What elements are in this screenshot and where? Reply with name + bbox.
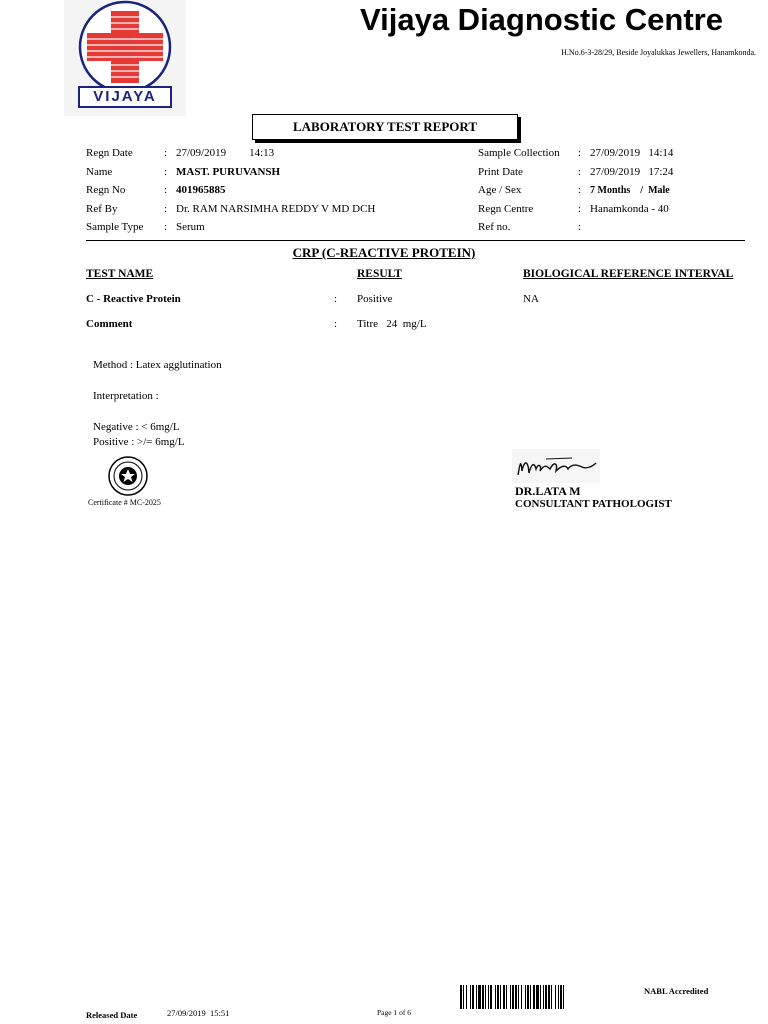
ref-no (590, 218, 673, 237)
info-row-sample-type (86, 218, 375, 237)
divider (86, 240, 745, 241)
info-separator: : (578, 165, 582, 178)
regn-no: 401965885 (176, 184, 226, 197)
info-row-age-sex (478, 181, 673, 200)
info-row-regn-no (86, 181, 375, 200)
info-separator: : (164, 184, 168, 197)
released-date-label: Released Date (86, 1010, 138, 1020)
sample-collection: 27/09/2019 14:14 (590, 147, 674, 160)
comment-label: Comment (86, 318, 133, 330)
info-separator: : (578, 221, 582, 234)
info-label: Sample Type (86, 221, 144, 234)
info-label: Ref By (86, 202, 118, 215)
info-label: Name (86, 165, 113, 178)
age: 7 Months (590, 184, 631, 196)
info-row-print-date (478, 163, 673, 182)
result-crp: Positive (357, 293, 393, 305)
result-separator: : (334, 318, 338, 330)
patient-info-right (478, 144, 673, 237)
barcode-bar (564, 985, 566, 1009)
info-label: Ref no. (478, 221, 511, 234)
section-title (0, 245, 768, 261)
header-test-name: TEST NAME (86, 268, 154, 280)
released-date-value: 27/09/2019 15:51 (167, 1008, 230, 1018)
certificate-seal-icon (107, 455, 149, 497)
print-date: 27/09/2019 17:24 (590, 165, 674, 178)
info-label: Regn Centre (478, 202, 534, 215)
info-row-regn-centre (478, 200, 673, 219)
barcode (460, 985, 634, 1009)
info-row-regn-date (86, 144, 375, 163)
info-label: Regn Date (86, 147, 133, 160)
info-row-ref-by (86, 200, 375, 219)
certificate-number: Certificate # MC-2025 (88, 498, 161, 507)
comment-value: Titre 24 mg/L (357, 318, 427, 330)
info-row-ref-no (478, 218, 673, 237)
test-name-crp: C - Reactive Protein (86, 293, 181, 305)
signatory-title: CONSULTANT PATHOLOGIST (515, 498, 672, 510)
positive-range: Positive : >/= 6mg/L (93, 436, 185, 448)
info-label: Sample Collection (478, 147, 560, 160)
info-value-time: 14:13 (249, 147, 275, 160)
info-row-name (86, 163, 375, 182)
info-separator: : (164, 147, 168, 160)
info-label: Age / Sex (478, 184, 522, 197)
header-reference: BIOLOGICAL REFERENCE INTERVAL (523, 268, 734, 280)
sample-type: Serum (176, 221, 205, 234)
interpretation-label: Interpretation : (93, 390, 159, 402)
logo (64, 0, 186, 116)
logo-text: VIJAYA (93, 88, 157, 105)
method: Method : Latex agglutination (93, 359, 222, 371)
signatory-name: DR.LATA M (515, 484, 581, 498)
info-row-sample-collection (478, 144, 673, 163)
header-result: RESULT (357, 268, 402, 280)
signature-image (512, 449, 600, 483)
page-number: Page 1 of 6 (377, 1008, 411, 1017)
info-separator: : (164, 221, 168, 234)
patient-name: MAST. PURUVANSH (176, 165, 281, 178)
info-separator: : (578, 202, 582, 215)
info-separator: : (578, 184, 582, 197)
info-label: Print Date (478, 165, 523, 178)
info-value: 27/09/2019 (176, 147, 227, 160)
sex: / Male (640, 184, 670, 196)
regn-centre: Hanamkonda - 40 (590, 202, 669, 215)
nabl-accredited: NABL Accredited (644, 986, 709, 996)
info-label: Regn No (86, 184, 126, 197)
ref-by: Dr. RAM NARSIMHA REDDY V MD DCH (176, 202, 376, 215)
info-separator: : (164, 202, 168, 215)
info-separator: : (164, 165, 168, 178)
result-separator: : (334, 293, 338, 305)
info-separator: : (578, 147, 582, 160)
negative-range: Negative : < 6mg/L (93, 421, 180, 433)
section-title-text: CRP (C-REACTIVE PROTEIN) (292, 245, 476, 260)
report-title: LABORATORY TEST REPORT (252, 114, 518, 140)
address: H.No.6-3-28/29, Beside Joyalukkas Jewellers, Hanamkonda. (561, 48, 756, 57)
reference-crp: NA (523, 293, 539, 305)
brand-name: Vijaya Diagnostic Centre (360, 2, 723, 37)
patient-info-left (86, 144, 375, 237)
